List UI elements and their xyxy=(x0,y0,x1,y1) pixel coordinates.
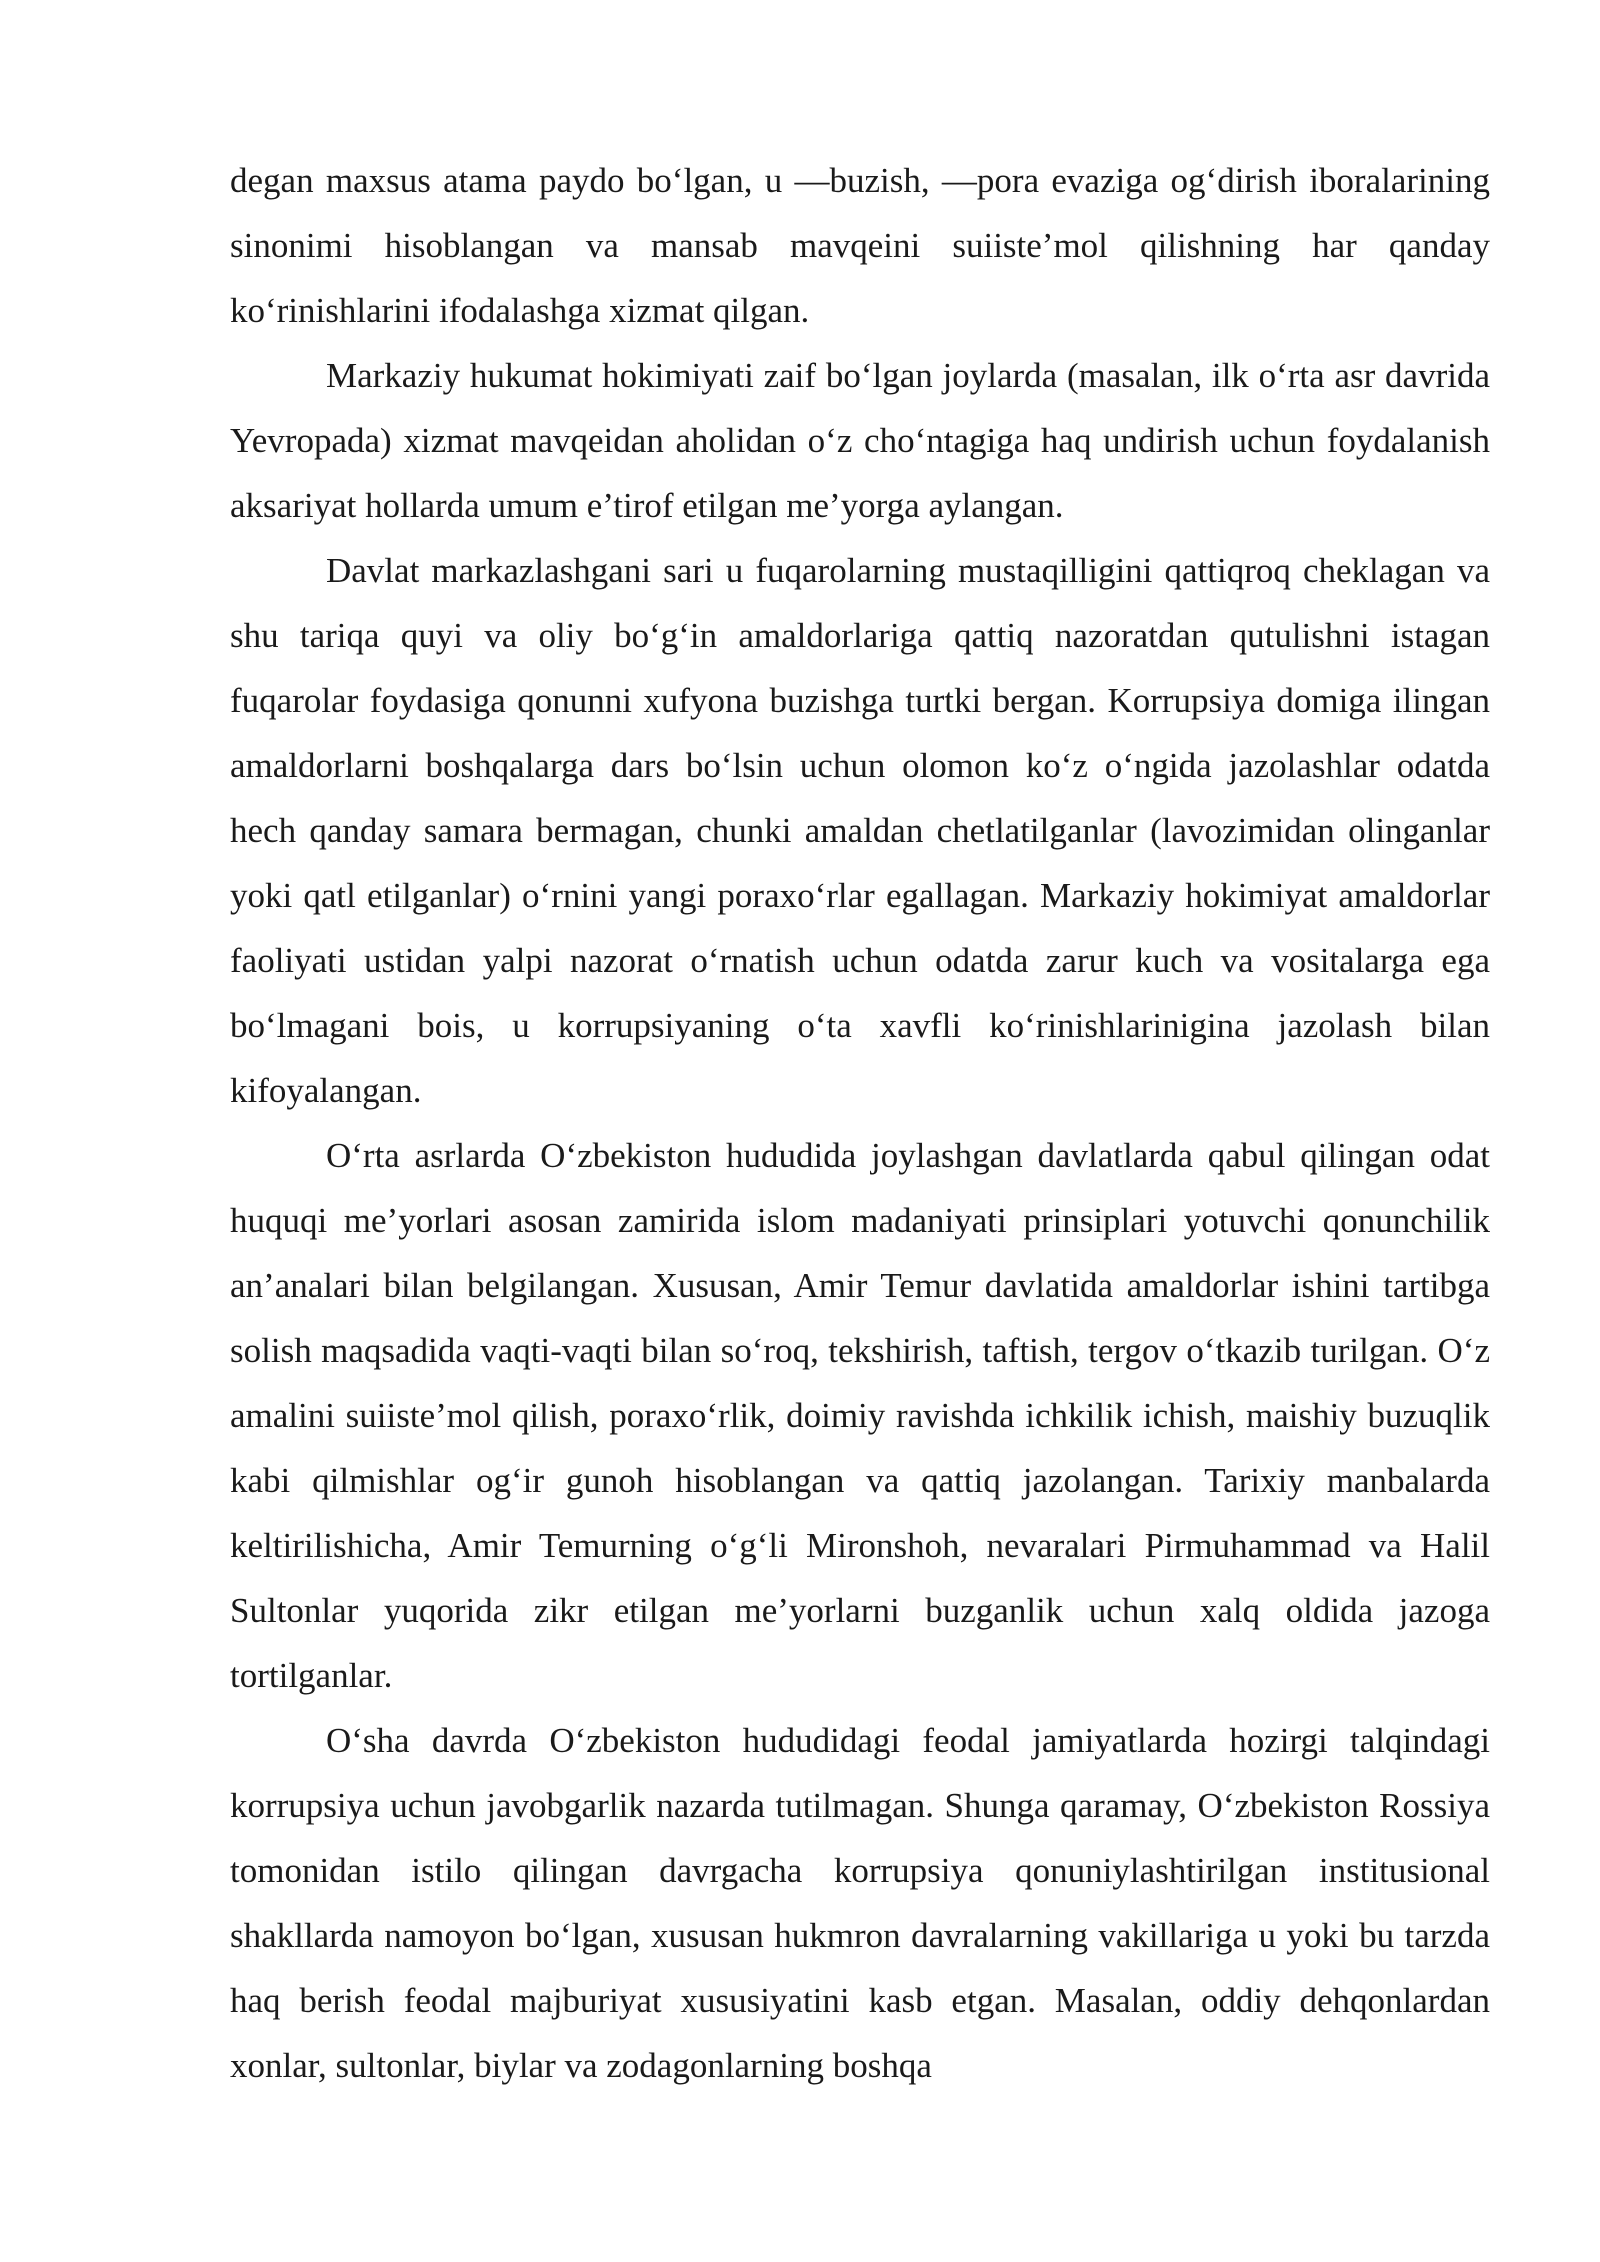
paragraph-state-centralization: Davlat markazlashgani sari u fuqarolarning mustaqilligini qattiqroq cheklagan va shu tariqa quyi va oliy bo‘g‘in amaldorlariga qattiq nazoratdan qutulishni istagan fuqarolar foydasiga qonunni xufyona buzishga turtki bergan. Korrupsiya domiga ilingan amaldorlarni boshqalarga dars bo‘lsin uchun olomon ko‘z o‘ngida jazolashlar odatda hech qanday samara bermagan, chunki amaldan chetlatilganlar (lavozimidan olinganlar yoki qatl etilganlar) o‘rnini yangi poraxo‘rlar egallagan. Markaziy hokimiyat amaldorlar faoliyati ustidan yalpi nazorat o‘rnatish uchun odatda zarur kuch va vositalarga ega bo‘lmagani bois, u korrupsiyaning o‘ta xavfli ko‘rinishlarinigina jazolash bilan kifoyalangan. xyxy=(230,551,1490,1110)
paragraph-medieval-uzbekistan: O‘rta asrlarda O‘zbekiston hududida joylashgan davlatlarda qabul qilingan odat huquqi me’yorlari asosan zamirida islom madaniyati prinsiplari yotuvchi qonunchilik an’analari bilan belgilangan. Xususan, Amir Temur davlatida amaldorlar ishini tartibga solish maqsadida vaqti-vaqti bilan so‘roq, tekshirish, taftish, tergov o‘tkazib turilgan. O‘z amalini suiiste’mol qilish, poraxo‘rlik, doimiy ravishda ichkilik ichish, maishiy buzuqlik kabi qilmishlar og‘ir gunoh hisoblangan va qattiq jazolangan. Tarixiy manbalarda keltirilishicha, Amir Temurning o‘g‘li Mironshoh, nevaralari Pirmuhammad va Halil Sultonlar yuqorida zikr etilgan me’yorlarni buzganlik uchun xalq oldida jazoga tortilganlar. xyxy=(230,1136,1490,1695)
document-page xyxy=(230,148,1490,2098)
paragraph-central-authority: Markaziy hukumat hokimiyati zaif bo‘lgan joylarda (masalan, ilk o‘rta asr davrida Yevropada) xizmat mavqeidan aholidan o‘z cho‘ntagiga haq undirish uchun foydalanish aksariyat hollarda umum e’tirof etilgan me’yorga aylangan. xyxy=(230,356,1490,525)
paragraph-continuation: degan maxsus atama paydo bo‘lgan, u —buzish, —pora evaziga og‘dirish iboralarining sinonimi hisoblangan va mansab mavqeini suiiste’mol qilishning har qanday ko‘rinishlarini ifodalashga xizmat qilgan. xyxy=(230,161,1490,330)
paragraph-feodal-societies: O‘sha davrda O‘zbekiston hududidagi feodal jamiyatlarda hozirgi talqindagi korrupsiya uchun javobgarlik nazarda tutilmagan. Shunga qaramay, O‘zbekiston Rossiya tomonidan istilo qilingan davrgacha korrupsiya qonuniylashtirilgan institusional shakllarda namoyon bo‘lgan, xususan hukmron davralarning vakillariga u yoki bu tarzda haq berish feodal majburiyat xususiyatini kasb etgan. Masalan, oddiy dehqonlardan xonlar, sultonlar, biylar va zodagonlarning boshqa xyxy=(230,1721,1490,2085)
